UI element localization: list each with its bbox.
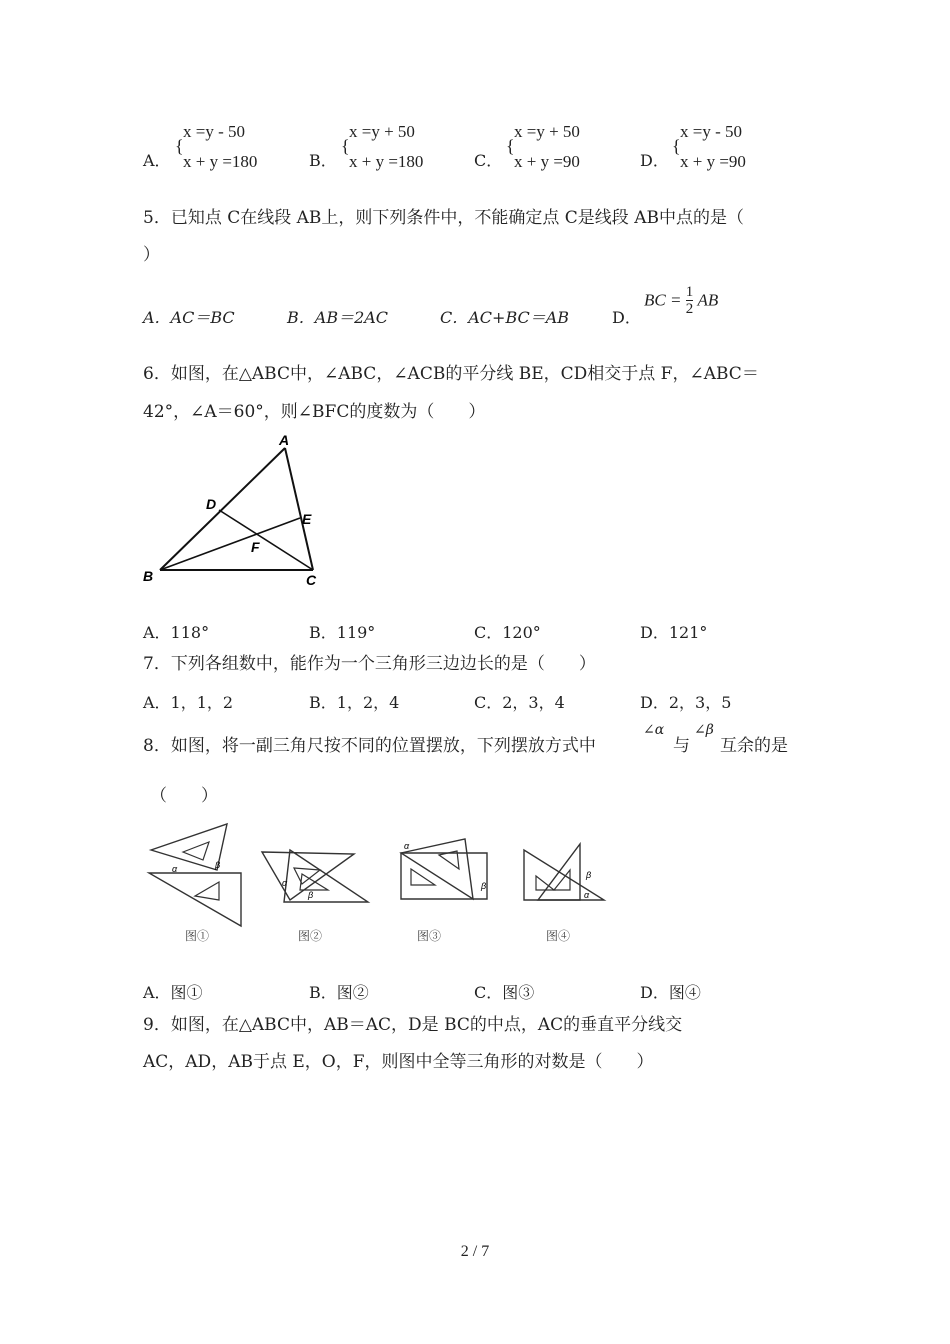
figure-caption: 图① [185,929,210,943]
q5-option-d-formula [644,284,718,317]
q8-figure-4 [518,840,618,950]
fraction-numerator: 1 [685,284,694,300]
brace-symbol: { [672,136,681,156]
brace-symbol: { [506,136,515,156]
q6-stem-line-2: 42°，∠A＝60°，则∠BFC的度数为（ ） [143,402,486,422]
q7-option-b: B．1，2，4 [309,693,400,712]
set-square-inner-2 [439,851,459,869]
q8-option-b: B．图② [309,983,369,1002]
bisector-be [160,518,300,570]
beta-label: β [481,881,487,891]
figure-caption: 图② [298,929,323,943]
label-f: F [251,539,260,555]
page-number: 2 / 7 [460,1243,490,1260]
q6-stem-line-1: 6．如图，在△ABC中，∠ABC，∠ACB的平分线 BE，CD相交于点 F，∠ABC＝ [143,364,759,384]
q9-stem-line-1: 9．如图，在△ABC中，AB＝AC，D是 BC的中点，AC的垂直平分线交 [143,1015,683,1035]
q8-figure-2 [258,840,378,950]
figure-caption: 图③ [417,929,442,943]
q7-option-a: A．1，1，2 [143,693,234,712]
q4-option-d-letter: D． [640,151,669,170]
beta-label: β [586,870,592,880]
set-square-right [284,850,368,902]
figure-caption: 图④ [546,929,571,943]
q7-stem: 7．下列各组数中，能作为一个三角形三边边长的是（ ） [143,654,596,674]
set-square-square [401,853,487,899]
formula-left: BC = [644,290,682,310]
q4-option-c-letter: C． [474,151,503,170]
alpha-label: α [404,841,410,851]
set-square-inner-1 [411,869,435,885]
alpha-label: α [584,890,590,900]
brace-symbol: { [175,136,184,156]
side-ab [160,448,285,570]
q8-option-c: C．图③ [474,983,535,1002]
alpha-label: α [172,864,178,874]
equation-line-2: x + y =180 [183,152,258,171]
q8-angle-beta: ∠β [694,722,714,738]
q5-stem-line-2: ） [143,245,160,265]
label-b: B [143,568,154,584]
q4-option-b-letter: B． [309,151,337,170]
q8-stem-part-2: 与 [673,736,690,756]
label-c: C [306,572,317,588]
brace-symbol: { [341,136,350,156]
q6-option-c: C．120° [474,623,541,642]
q8-stem-part-1: 8．如图，将一副三角尺按不同的位置摆放，下列摆放方式中 [143,736,596,756]
q6-option-d: D．121° [640,623,708,642]
set-square-base [524,850,604,900]
alpha-label: α [282,878,288,888]
q5-option-b: B．AB＝2AC [287,308,389,327]
label-e: E [302,511,312,527]
set-square-lower [149,873,241,926]
equation-line-1: x =y + 50 [349,122,415,141]
q7-option-d: D．2，3，5 [640,693,732,712]
beta-label: β [215,860,221,870]
set-square-lower-inner [195,882,219,900]
equation-line-1: x =y - 50 [183,122,245,141]
q9-stem-line-2: AC，AD，AB于点 E，O，F，则图中全等三角形的对数是（ ） [143,1052,654,1072]
formula-right: AB [697,290,719,310]
equation-line-1: x =y + 50 [514,122,580,141]
q4-option-a-letter: A． [143,151,171,170]
q8-stem-line-2: （ ） [150,786,218,806]
q8-stem-part-3: 互余的是 [720,736,788,756]
side-ac [285,448,313,570]
set-square-tall [538,844,580,900]
q5-option-d-letter: D． [612,308,641,327]
q8-option-a: A．图① [143,983,203,1002]
q5-option-a: A．AC＝BC [143,308,235,327]
q8-angle-alpha: ∠α [643,722,665,738]
q8-option-d: D．图④ [640,983,701,1002]
q5-option-c: C．AC+BC＝AB [440,308,570,327]
fraction-denominator: 2 [685,301,694,317]
q6-triangle-figure [138,430,338,590]
equation-line-2: x + y =90 [514,152,580,171]
q8-figure-1 [145,820,255,950]
set-square-upper-inner [183,842,209,860]
equation-line-1: x =y - 50 [680,122,742,141]
q6-option-a: A．118° [143,623,210,642]
q8-figure-3 [395,835,500,950]
equation-line-2: x + y =180 [349,152,424,171]
equation-line-2: x + y =90 [680,152,746,171]
fraction-one-half [686,284,694,317]
label-d: D [206,496,217,512]
q7-option-c: C．2，3，4 [474,693,565,712]
label-a: A [279,432,290,448]
q6-option-b: B．119° [309,623,376,642]
q5-stem-line-1: 5．已知点 C在线段 AB上，则下列条件中，不能确定点 C是线段 AB中点的是（ [143,208,744,228]
beta-label: β [308,890,314,900]
